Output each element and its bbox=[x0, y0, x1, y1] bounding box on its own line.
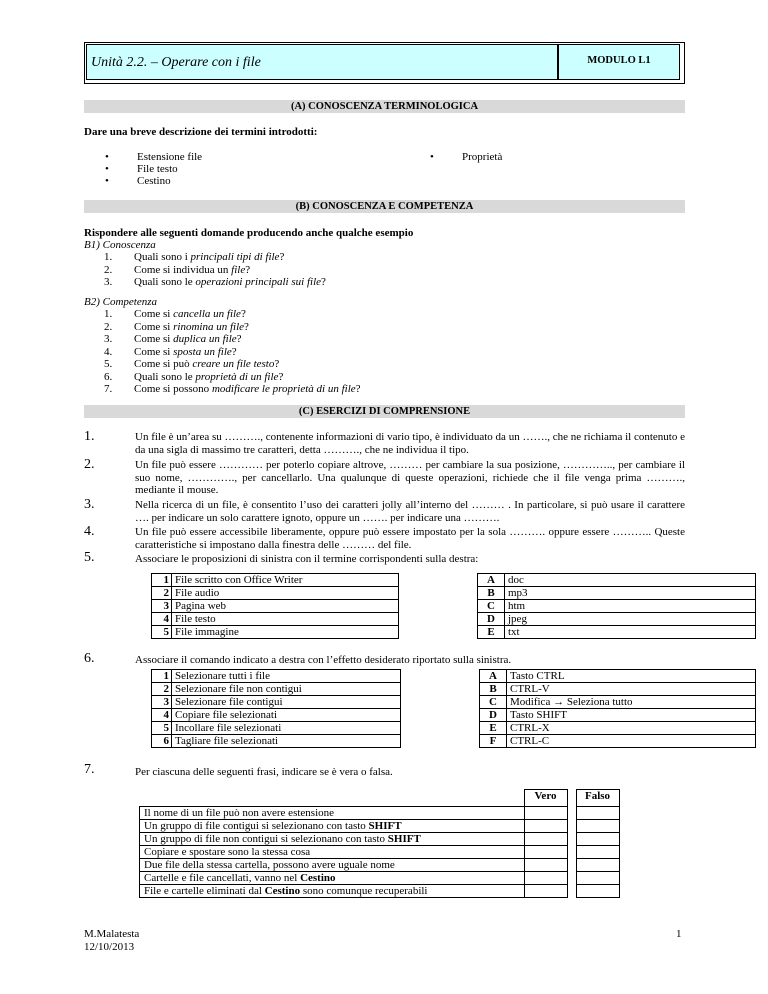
statement-text: Il nome di un file può non avere estensione bbox=[144, 807, 335, 819]
row-letter: E bbox=[480, 722, 507, 735]
question-text: Quali sono le bbox=[134, 370, 196, 383]
false-answer-cell[interactable] bbox=[576, 833, 619, 846]
section-b-bar: (B) CONOSCENZA E COMPETENZA bbox=[84, 200, 685, 213]
true-answer-cell[interactable] bbox=[524, 859, 567, 872]
exercise-text: Un file è un’area su ………., contenente informazioni di vario tipo, è individuato da un ……., che ne richiama il contenuto e da una sigla di massimo tre caratteri, detta ………., che ne individua il tipo. bbox=[135, 431, 685, 456]
statement-end: sono comunque recuperabili bbox=[300, 885, 428, 897]
spacer bbox=[399, 574, 478, 587]
spacer bbox=[399, 613, 478, 626]
question-item bbox=[104, 358, 361, 371]
section-b-instruction: Rispondere alle seguenti domande producendo anche qualche esempio bbox=[84, 227, 414, 239]
row-number: 1 bbox=[152, 670, 172, 683]
true-answer-cell[interactable] bbox=[524, 885, 567, 898]
spacer bbox=[567, 807, 576, 820]
spacer bbox=[401, 722, 480, 735]
statement-bold: SHIFT bbox=[387, 833, 421, 845]
question-item bbox=[104, 346, 361, 359]
question-end: ? bbox=[274, 358, 280, 370]
right-item: CTRL-C bbox=[507, 735, 756, 748]
spacer bbox=[399, 587, 478, 600]
question-emphasis: principali tipi di file bbox=[190, 251, 280, 263]
spacer bbox=[401, 709, 480, 722]
footer-date: 12/10/2013 bbox=[84, 941, 135, 953]
spacer bbox=[567, 833, 576, 846]
question-emphasis: cancella un file bbox=[173, 308, 241, 320]
false-answer-cell[interactable] bbox=[576, 820, 619, 833]
question-end: ? bbox=[278, 370, 284, 383]
row-number: 6 bbox=[152, 735, 172, 748]
statement-text: Cartelle e file cancellati, vanno nel bbox=[144, 872, 301, 884]
question-emphasis: rinomina un file bbox=[173, 320, 245, 333]
false-answer-cell[interactable] bbox=[576, 807, 619, 820]
question-text: Come si individua un bbox=[134, 263, 232, 276]
left-item: Selezionare tutti i file bbox=[172, 670, 401, 683]
right-item: Modifica → Seleziona tutto bbox=[507, 696, 756, 709]
exercise-number: 2. bbox=[84, 457, 95, 472]
left-item: Copiare file selezionati bbox=[172, 709, 401, 722]
statement-text: Un gruppo di file contigui si selezionano con tasto bbox=[144, 820, 369, 832]
question-text: Come si bbox=[134, 345, 174, 358]
table-row bbox=[152, 600, 756, 613]
row-letter: D bbox=[478, 613, 505, 626]
spacer bbox=[401, 670, 480, 683]
question-text: Come si può bbox=[134, 358, 193, 370]
question-end: ? bbox=[240, 308, 246, 320]
col-true-header: Vero bbox=[524, 790, 567, 807]
row-letter: E bbox=[478, 626, 505, 639]
question-number: 4. bbox=[104, 345, 113, 358]
statement-cell bbox=[140, 846, 525, 859]
statement-cell bbox=[140, 807, 525, 820]
row-letter: F bbox=[480, 735, 507, 748]
question-text: Come si bbox=[134, 308, 174, 320]
section-a-instruction: Dare una breve descrizione dei termini introdotti: bbox=[84, 126, 318, 138]
exercise-number: 3. bbox=[84, 497, 95, 512]
table-row bbox=[140, 820, 620, 833]
statement-cell bbox=[140, 833, 525, 846]
table-row bbox=[152, 735, 756, 748]
question-number: 7. bbox=[104, 383, 113, 395]
b1-list bbox=[104, 251, 326, 289]
question-text: Come si possono bbox=[134, 383, 212, 395]
term-item: • File testo bbox=[137, 163, 178, 175]
spacer bbox=[567, 820, 576, 833]
left-item: Incollare file selezionati bbox=[172, 722, 401, 735]
question-emphasis: proprietà di un file bbox=[195, 370, 279, 383]
col-false-header: Falso bbox=[576, 790, 619, 807]
question-emphasis: operazioni principali sui file bbox=[195, 276, 322, 288]
exercise-number: 6. bbox=[84, 651, 95, 666]
row-number: 3 bbox=[152, 600, 172, 613]
exercise-text: Un file può essere ………… per poterlo copiare altrove, ……… per cambiare la sua posizione, ………….., per cambiare il suo nome, …………., per cancellarlo. Una qualunque di queste operazioni, richiede che il file venga prima ………., mediante il mouse. bbox=[135, 459, 685, 496]
row-letter: B bbox=[480, 683, 507, 696]
b2-title: B2) Competenza bbox=[84, 296, 158, 308]
statement-cell bbox=[140, 820, 525, 833]
question-end: ? bbox=[244, 320, 249, 333]
row-number: 5 bbox=[152, 626, 172, 639]
question-item bbox=[104, 371, 361, 384]
row-number: 4 bbox=[152, 709, 172, 722]
exercise-number: 1. bbox=[84, 429, 95, 444]
match-table-extensions bbox=[151, 573, 756, 639]
spacer bbox=[399, 626, 478, 639]
right-item: jpeg bbox=[505, 613, 756, 626]
left-item: Selezionare file contigui bbox=[172, 696, 401, 709]
question-end: ? bbox=[279, 251, 285, 263]
question-item bbox=[104, 308, 361, 321]
row-number: 2 bbox=[152, 683, 172, 696]
row-letter: A bbox=[478, 574, 505, 587]
true-answer-cell[interactable] bbox=[524, 833, 567, 846]
spacer bbox=[401, 735, 480, 748]
table-row bbox=[140, 872, 620, 885]
table-row bbox=[140, 859, 620, 872]
table-row bbox=[152, 613, 756, 626]
question-emphasis: sposta un file bbox=[173, 345, 232, 358]
question-item bbox=[104, 251, 326, 264]
footer-author: M.Malatesta bbox=[84, 928, 140, 940]
right-item: Tasto SHIFT bbox=[507, 709, 756, 722]
row-number: 2 bbox=[152, 587, 172, 600]
left-item: File scritto con Office Writer bbox=[172, 574, 399, 587]
header-blank bbox=[140, 790, 525, 807]
question-end: ? bbox=[355, 383, 361, 395]
statement-bold: Cestino bbox=[300, 872, 336, 884]
right-item: htm bbox=[505, 600, 756, 613]
question-number: 1. bbox=[104, 251, 113, 263]
true-answer-cell[interactable] bbox=[524, 846, 567, 859]
table-row bbox=[152, 683, 756, 696]
question-text: Come si bbox=[134, 333, 174, 345]
row-number: 5 bbox=[152, 722, 172, 735]
false-answer-cell[interactable] bbox=[576, 846, 619, 859]
row-letter: C bbox=[480, 696, 507, 709]
false-answer-cell[interactable] bbox=[576, 872, 619, 885]
question-end: ? bbox=[236, 333, 242, 345]
left-item: Tagliare file selezionati bbox=[172, 735, 401, 748]
left-item: File immagine bbox=[172, 626, 399, 639]
table-row bbox=[152, 696, 756, 709]
question-number: 6. bbox=[104, 370, 113, 383]
table-row bbox=[152, 574, 756, 587]
question-number: 5. bbox=[104, 358, 113, 370]
spacer bbox=[567, 872, 576, 885]
term-item: • Proprietà bbox=[462, 151, 502, 163]
table-row bbox=[140, 833, 620, 846]
table-row bbox=[140, 807, 620, 820]
b1-title: B1) Conoscenza bbox=[84, 239, 156, 251]
question-item bbox=[104, 383, 361, 396]
exercise-number: 7. bbox=[84, 762, 95, 777]
false-answer-cell[interactable] bbox=[576, 859, 619, 872]
exercise-number: 5. bbox=[84, 550, 95, 565]
term-item: • Estensione file bbox=[137, 151, 202, 163]
row-letter: B bbox=[478, 587, 505, 600]
question-number: 2. bbox=[104, 263, 113, 276]
true-answer-cell[interactable] bbox=[524, 807, 567, 820]
spacer bbox=[567, 859, 576, 872]
term-item: • Cestino bbox=[137, 175, 171, 187]
table-row bbox=[140, 846, 620, 859]
table-row bbox=[152, 709, 756, 722]
section-c-bar: (C) ESERCIZI DI COMPRENSIONE bbox=[84, 405, 685, 418]
statement-text: File e cartelle eliminati dal bbox=[144, 885, 265, 897]
question-item bbox=[104, 333, 361, 346]
spacer bbox=[401, 683, 480, 696]
question-number: 1. bbox=[104, 308, 113, 320]
true-false-table bbox=[139, 789, 620, 898]
question-number: 2. bbox=[104, 320, 113, 333]
exercise-text: Associare il comando indicato a destra con l’effetto desiderato riportato sulla sinistra. bbox=[135, 654, 512, 666]
true-answer-cell[interactable] bbox=[524, 820, 567, 833]
module-label: MODULO L1 bbox=[558, 44, 680, 80]
table-row bbox=[152, 670, 756, 683]
exercise-text: Nella ricerca di un file, è consentito l’uso dei caratteri jolly all’interno del ……… . In particolare, si può usare il carattere …. per indicare un solo carattere ignoto, oppure un ……. per indicare una ………. bbox=[135, 499, 685, 524]
row-number: 1 bbox=[152, 574, 172, 587]
spacer bbox=[399, 600, 478, 613]
spacer bbox=[567, 885, 576, 898]
question-emphasis: duplica un file bbox=[173, 333, 237, 345]
statement-cell bbox=[140, 885, 525, 898]
question-item bbox=[104, 276, 326, 289]
statement-cell bbox=[140, 859, 525, 872]
table-row bbox=[152, 587, 756, 600]
table-row bbox=[140, 885, 620, 898]
question-text: Quali sono le bbox=[134, 276, 196, 288]
right-item: CTRL-X bbox=[507, 722, 756, 735]
section-a-bar: (A) CONOSCENZA TERMINOLOGICA bbox=[84, 100, 685, 113]
false-answer-cell[interactable] bbox=[576, 885, 619, 898]
row-letter: D bbox=[480, 709, 507, 722]
unit-title: Unità 2.2. – Operare con i file bbox=[86, 44, 558, 80]
question-emphasis: file bbox=[231, 263, 246, 276]
exercise-number: 4. bbox=[84, 524, 95, 539]
row-number: 3 bbox=[152, 696, 172, 709]
table-row bbox=[152, 626, 756, 639]
left-item: File audio bbox=[172, 587, 399, 600]
statement-text: Un gruppo di file non contigui si selezionano con tasto bbox=[144, 833, 388, 845]
match-table-commands bbox=[151, 669, 756, 748]
table-row bbox=[152, 722, 756, 735]
spacer bbox=[567, 790, 576, 807]
b2-list bbox=[104, 308, 361, 396]
spacer bbox=[567, 846, 576, 859]
statement-cell bbox=[140, 872, 525, 885]
page-number: 1 bbox=[676, 928, 682, 940]
right-item: CTRL-V bbox=[507, 683, 756, 696]
statement-bold: Cestino bbox=[264, 885, 301, 897]
right-item: mp3 bbox=[505, 587, 756, 600]
right-item: txt bbox=[505, 626, 756, 639]
true-answer-cell[interactable] bbox=[524, 872, 567, 885]
question-emphasis: creare un file testo bbox=[192, 358, 275, 370]
exercise-text: Un file può essere accessibile liberamente, oppure può essere impostato per la sola ………. oppure essere ……….. Queste caratteristiche si impostano dalla finestra delle ……… del file. bbox=[135, 526, 685, 551]
right-item: doc bbox=[505, 574, 756, 587]
question-number: 3. bbox=[104, 276, 113, 288]
row-number: 4 bbox=[152, 613, 172, 626]
statement-bold: SHIFT bbox=[368, 820, 402, 832]
question-end: ? bbox=[231, 345, 237, 358]
question-number: 3. bbox=[104, 333, 113, 345]
table-header-row bbox=[140, 790, 620, 807]
row-letter: C bbox=[478, 600, 505, 613]
question-item bbox=[104, 264, 326, 277]
exercise-text: Associare le proposizioni di sinistra con il termine corrispondenti sulla destra: bbox=[135, 553, 479, 565]
question-end: ? bbox=[321, 276, 326, 288]
statement-text: Due file della stessa cartella, possono avere uguale nome bbox=[144, 859, 395, 871]
left-item: File testo bbox=[172, 613, 399, 626]
question-text: Quali sono i bbox=[134, 251, 191, 263]
row-letter: A bbox=[480, 670, 507, 683]
statement-text: Copiare e spostare sono la stessa cosa bbox=[144, 846, 311, 858]
left-item: Selezionare file non contigui bbox=[172, 683, 401, 696]
spacer bbox=[401, 696, 480, 709]
question-emphasis: modificare le proprietà di un file bbox=[211, 383, 356, 395]
question-item bbox=[104, 321, 361, 334]
right-item: Tasto CTRL bbox=[507, 670, 756, 683]
left-item: Pagina web bbox=[172, 600, 399, 613]
question-text: Come si bbox=[134, 320, 174, 333]
exercise-text: Per ciascuna delle seguenti frasi, indicare se è vera o falsa. bbox=[135, 766, 393, 778]
question-end: ? bbox=[245, 263, 251, 276]
